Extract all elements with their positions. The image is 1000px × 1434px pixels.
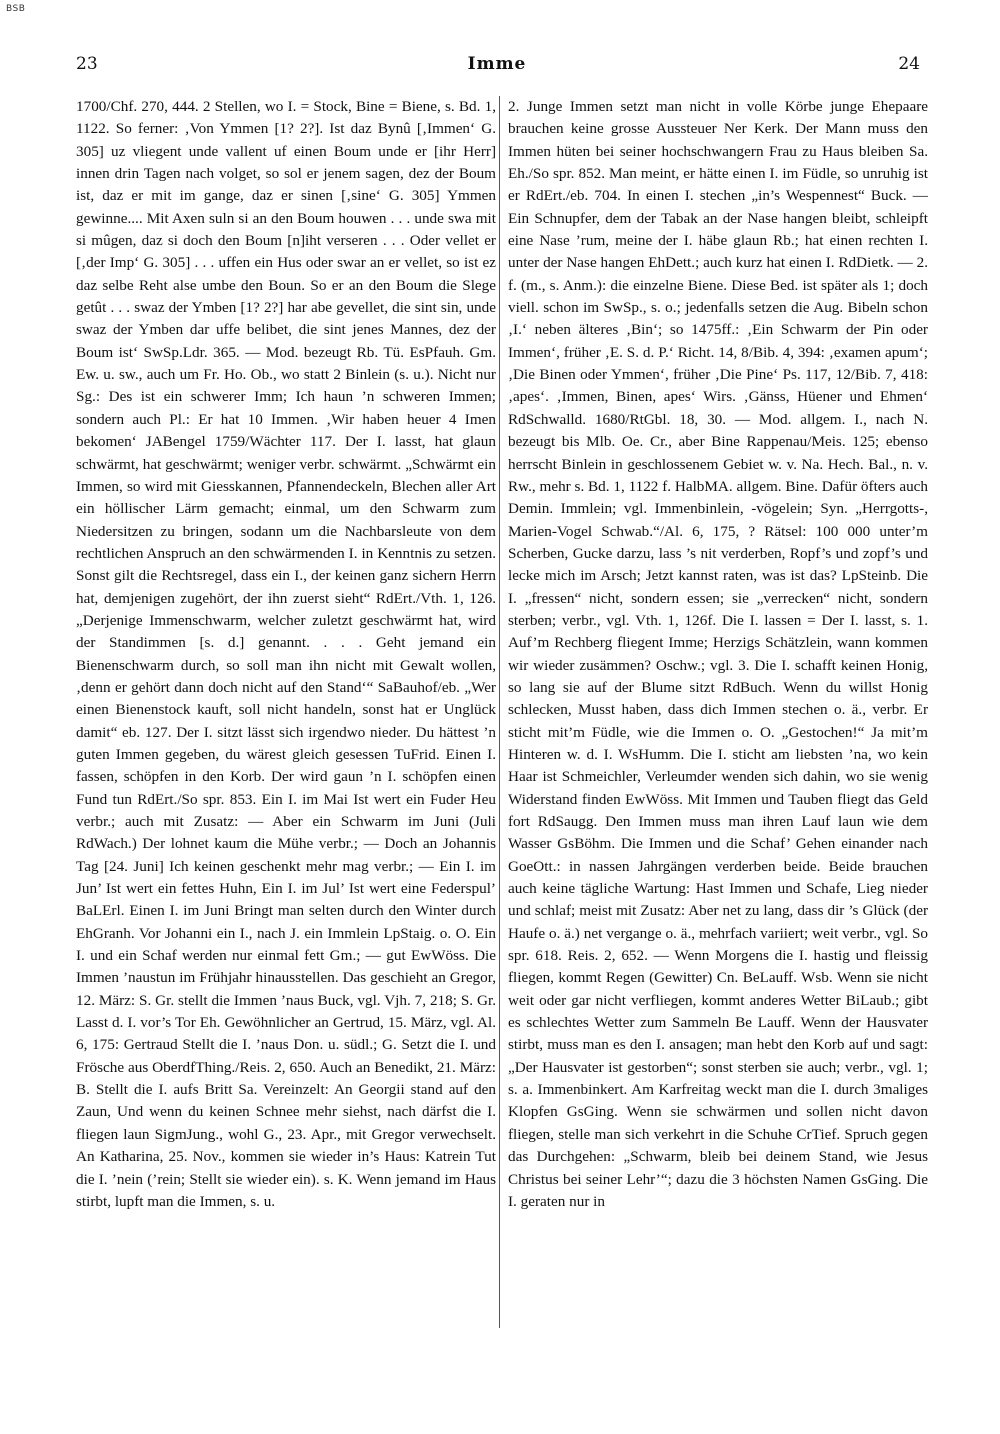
text-column-right: [508, 96, 928, 1326]
column-divider: [499, 96, 500, 1328]
text-column-left: [76, 96, 496, 1326]
entry-text-right: 2. Junge Immen setzt man nicht in volle Körbe junge Ehepaare brauchen keine grosse Aussteuer Ner Kerk. Der Mann muss den Immen hüten bei seiner hochschwangern Frau zu Haus bleiben Sa. Eh./So spr. 852. Man meint, er hätte einen I. im Füdle, so unruhig ist er RdErt./eb. 704. In einen I. stechen „in’s Wespennest“ Buck. — Ein Schnupfer, dem der Tabak an der Nase hangen bleibt, schleipft eine Nase ’rum, meine der I. häbe glaun Rb.; hat einen rechten I. unter der Nase hangen EhDett.; auch kurz hat einen I. RdDietk. — 2. f. (m., s. Anm.): die einzelne Biene. Diese Bed. ist später als 1; doch viell. schon im SwSp., s. o.; jedenfalls setzen die Aug. Bibeln schon ‚I.‘ neben älteres ‚Bin‘; so 1475ff.: ‚Ein Schwarm der Pin oder Immen‘, früher ‚E. S. d. P.‘ Richt. 14, 8/Bib. 4, 394: ‚examen apum‘; ‚Die Binen oder Ymmen‘, früher ‚Die Pine‘ Ps. 117, 12/Bib. 7, 418: ‚apes‘. ‚Immen, Binen, apes‘ Wirs. ‚Gänss, Hüener und Ehmen‘ RdSchwalld. 1680/RtGbl. 18, 30. — Mod. allgem. I., nach N. bezeugt bis Mlb. Oe. Cr., aber Bine Rappenau/Meis. 125; ebenso herrscht Binlein in geschlossenem Gebiet w. v. Na. Hech. Bal., n. v. Rw., mehr s. Bd. 1, 1122 f. HalbMA. allgem. Bine. Dafür öfters auch Demin. Immlein; vgl. Immenbinlein, -vögelein; Syn. „Herrgotts-, Marien-Vogel Schwab.“/Al. 6, 175, ? Rätsel: 100 000 unter’m Scherben, Gucke darzu, lass ’s nit verderben, Ropf’s und zopf’s und lecke mich im Arsch; Jetzt kannst raten, was ist das? LpSteinb. Die I. „fressen“ nicht, sondern essen; sie „verrecken“ nicht, sondern sterben; verbr., vgl. Vth. 1, 126f. Die I. lassen = Der I. lasst, s. 1. Auf’m Rechberg fliegent Imme; Herzigs Schätzlein, wann kommen wir wieder zusämmen? Oschw.; vgl. 3. Die I. schafft keinen Honig, so lang sie auf der Blume sitzt RdBuch. Wenn du willst Honig schlecken, Musst haben, dass dich Immen stechen o. ä., verbr. Er sticht mit’m Füdle, wie die Immen o. O. „Gestochen!“ Ja mit’m Hinteren w. d. I. WsHumm. Die I. sticht am liebsten ’na, wo kein Haar ist Schmeichler, Verleumder wenden sich dahin, wo sie wenig Widerstand finden EwWöss. Mit Immen und Tauben fliegt das Geld fort RdSaugg. Den Immen muss man ihren Lauf laun wie dem Wasser GsBöhm. Die Immen und die Schaf’ Gehen einander nach GoeOtt.: in nassen Jahrgängen verderben beide. Beide brauchen auch keine tägliche Wartung: Hast Immen und Schafe, Lieg nieder und schlaf; meist mit Zusatz: Aber net zu lang, dass dir ’s Glück (der Haufe o. ä.) net vergange o. ä., mehrfach variiert; weit verbr., vgl. So spr. 618. Reis. 2, 652. — Wenn Morgens die I. hastig und fleissig fliegen, kommt Regen (Gewitter) Cn. BeLauff. Wsb. Wenn sie nicht weit oder gar nicht verfliegen, kommt anderes Wetter BiLaub.; gibt es schlechtes Wetter zum Sammeln Be Lauff. Wenn der Hausvater stirbt, muss man es den I. ansagen; man hebt den Korb auf und sagt: „Der Hausvater ist gestorben“; sonst sterben sie auch; verbr., vgl. 1; s. a. Immenbinkert. Am Karfreitag weckt man die I. durch 3maliges Klopfen GsGing. Wenn sie schwärmen und sollen nicht davon fliegen, stelle man sich verkehrt in die Schuhe CrTief. Spruch gegen das Durchgehen: „Schwarm, bleib bei deinem Stand, wie Jesus Christus bei seiner Lehr’“; dazu die 3 höchsten Namen GsGing. Die I. geraten nur in: [508, 98, 928, 1210]
running-headword: Imme: [467, 54, 527, 74]
page-number-left: 23: [76, 54, 98, 74]
page-number-right: 24: [898, 54, 920, 74]
library-stamp: BSB: [6, 4, 26, 14]
page-header: [72, 54, 922, 78]
entry-text-left: 1700/Chf. 270, 444. 2 Stellen, wo I. = Stock, Bine = Biene, s. Bd. 1, 1122. So ferner: ‚Von Ymmen [1? 2?]. Ist daz Bynû [‚Immen‘ G. 305] uz vliegent unde vallent uf einen Boum unde er [ihr Herr] innen drin Tagen nach volget, so sol er jenem sagen, dez der Boum ist, daz er mit im gange, daz er sinen [‚sine‘ G. 305] Ymmen gewinne.... Mit Axen suln si an den Boum houwen . . . unde swa mit si mûgen, daz si doch den Boum [n]iht verseren . . . Oder vellet er [‚der Imp‘ G. 305] . . . uffen ein Hus oder swar an er vellet, so ist ez daz selbe Reht alse umbe den Boun. So er an den Boum die Slege getût . . . swaz der Ymben [1? 2?] har abe gevellet, die sint sin, unde swaz der Ymben dar uffe belibet, die sint jenes Mannes, dez der Boum ist‘ SwSp.Ldr. 365. — Mod. bezeugt Rb. Tü. EsPfauh. Gm. Ew. u. sw., auch um Fr. Ho. Ob., wo statt 2 Binlein (s. u.). Nicht nur Sg.: Des ist ein schwerer Imm; Ich haun ’n schweren Immen; sondern auch Pl.: Er hat 10 Immen. ‚Wir haben heuer 4 Imen bekomen‘ JABengel 1759/Wächter 117. Der I. lasst, hat glaun schwärmt, hat geschwärmt; weniger verbr. schwärmt. „Schwärmt ein Immen, so wird mit Giesskannen, Pfannendeckeln, Blechen aller Art ein höllischer Lärm gemacht; einmal, um den Schwarm zum Niedersitzen zu bringen, sodann um die Nachbarsleute von dem rechtlichen Anspruch an den schwärmenden I. in Kenntnis zu setzen. Sonst gilt die Rechtsregel, dass ein I., der keinen ganz sichern Herrn hat, demjenigen zugehört, der ihn zuerst sieht“ RdErt./Vth. 1, 126. „Derjenige Immenschwarm, welcher zuletzt geschwärmt hat, wird der Standimmen [s. d.] genannt. . . . Geht jemand ein Bienenschwarm durch, so soll man ihn nicht mit Gewalt wollen, ‚denn er gehört dann doch nicht auf den Stand‘“ SaBauhof/eb. „Wer einen Bienenstock kauft, soll nicht handeln, sonst hat er Unglück damit“ eb. 127. Der I. sitzt lässt sich irgendwo nieder. Du hättest ’n guten Immen gegeben, du wärest gleich gesessen TuFrid. Einen I. fassen, schöpfen in den Korb. Der wird gaun ’n I. schöpfen einen Fund tun RdErt./So spr. 853. Ein I. im Mai Ist wert ein Fuder Heu verbr.; auch mit Zusatz: — Aber ein Schwarm im Juni (Juli RdWach.) Der lohnet kaum die Mühe verbr.; — Doch an Johannis Tag [24. Juni] Ich keinen geschenkt mehr mag verbr.; — Ein I. im Jun’ Ist wert ein fettes Huhn, Ein I. im Jul’ Ist wert eine Federspul’ BaLErl. Einen I. im Juni Bringt man selten durch den Winter durch EhGranh. Vor Johanni ein I., nach J. ein Immlein LpStaig. o. O. Ein I. und ein Schaf werden nur einmal fett Gm.; — gut EwWöss. Die Immen ’naustun im Frühjahr hinausstellen. Das geschieht an Gregor, 12. März: S. Gr. stellt die Immen ’naus Buck, vgl. Vjh. 7, 218; S. Gr. Lasst d. I. vor’s Tor Eh. Gewöhnlicher an Gertrud, 15. März, vgl. Al. 6, 175: Gertraud Stellt die I. ’naus Don. u. südl.; G. Setzt die I. und Frösche aus OberdfThing./Reis. 2, 650. Auch an Benedikt, 21. März: B. Stellt die I. aufs Britt Sa. Vereinzelt: An Georgii stand auf den Zaun, Und wenn du keinen Schnee mehr siehst, nach därfst die I. fliegen laun SigmJung., wohl G., 23. Apr., mit Gregor verwechselt. An Katharina, 25. Nov., kommen sie wieder in’s Haus: Katrein Tut die I. ’nein (’rein; Stellt sie wieder ein). s. K. Wenn jemand im Haus stirbt, lupft man die Immen, s. u.: [76, 98, 496, 1210]
